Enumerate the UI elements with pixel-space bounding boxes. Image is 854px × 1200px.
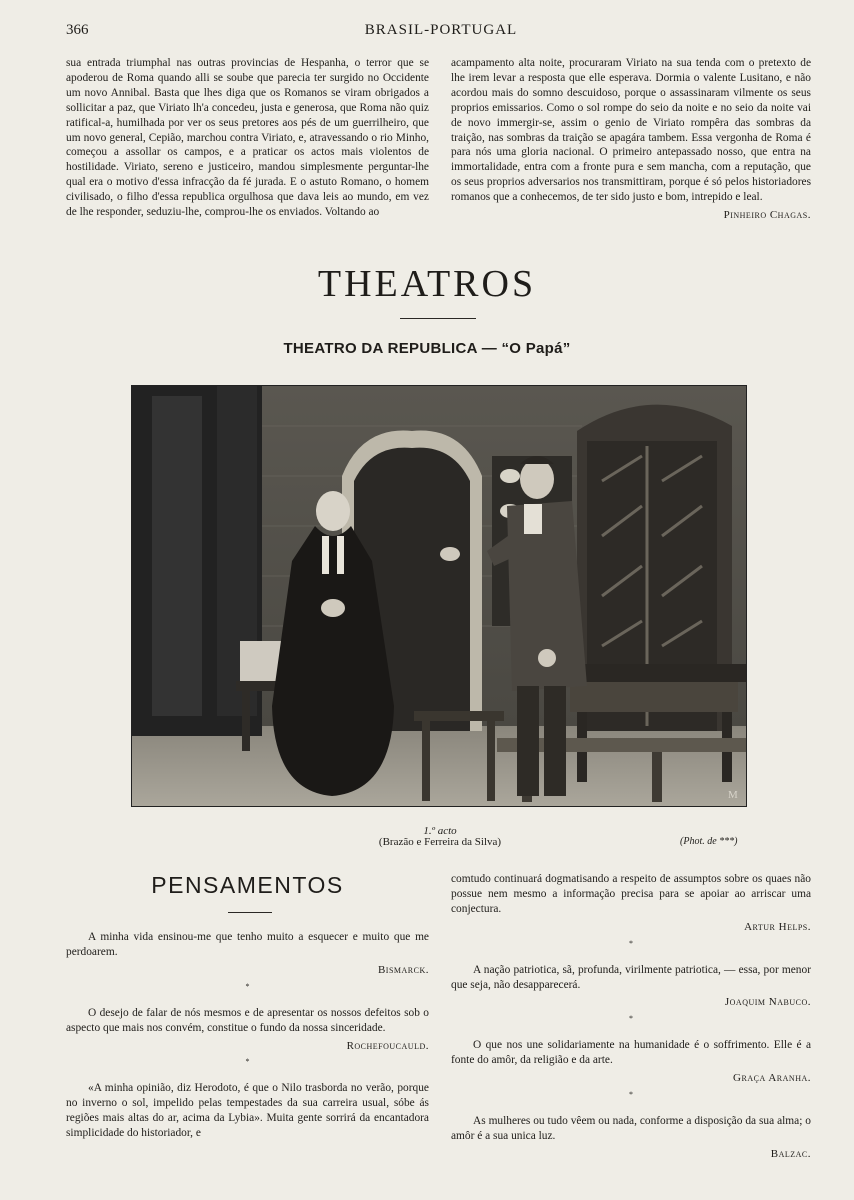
thought-author: Balzac. — [770, 1147, 811, 1160]
thoughts-right-column — [451, 872, 811, 1162]
star-separator: * — [629, 1014, 633, 1024]
thought-item — [451, 1038, 811, 1086]
thought-author: Graça Aranha. — [733, 1072, 811, 1085]
thoughts-title: PENSAMENTOS — [151, 872, 344, 898]
thought-author: Artur Helps. — [744, 920, 811, 933]
caption-cast: (Brazão e Ferreira da Silva) — [378, 836, 502, 848]
article-right-text: acampamento alta noite, procuraram Viriato na sua tenda com o pretexto de lhe irem levar a resposta que elle esperava. Dormia o valente Lusitano, e não acordou mais do somno descuidoso, porque o assassinaram vilmente os seus proprios emissarios. Como o sol rompe do seio da noite e no seio da noite vai de novo immergir-se, assim o genio de Viriato rompêra das sombras da traição, nas sombras da traição se apagára tambem. Essa vergonha de Roma é para nós uma gloria nacional. O primeiro antepassado nosso, que entra na immortalidade, entra com a fronte pura e sem mancha, com a reputação, que os seus proprios adversarios nos transmittiram, porque é só pelos historiadores romanos que a conhecemos, de ter sido justo e bom, intrepido e leal. — [451, 57, 811, 204]
page-header — [66, 22, 816, 42]
star-separator: * — [629, 938, 633, 948]
thought-text: As mulheres ou tudo vêem ou nada, conforme a disposição da sua alma; o amôr é a sua unica luz. — [451, 1115, 811, 1142]
page-number: 366 — [66, 22, 89, 38]
photo-credit: (Phot. de ***) — [680, 836, 738, 847]
stage-photograph — [131, 385, 747, 807]
running-title: BRASIL-PORTUGAL — [364, 22, 518, 38]
photo-signature: M — [728, 789, 738, 801]
thought-text: «A minha opinião, diz Herodoto, é que o Nilo trasborda no verão, porque no inverno o sol, impelido pelas tempestades da sua carreira usual, sóbe ás regiões mais altas do ar, acima da Lybia». Muita gente sorrirá da encantadora simplicidade do historiador, e — [66, 1082, 429, 1140]
thought-item — [66, 1006, 429, 1054]
thought-item — [66, 1081, 429, 1141]
thoughts-left-column — [66, 930, 429, 1141]
thought-item — [451, 1114, 811, 1162]
thoughts-divider — [228, 912, 272, 913]
thought-item — [451, 872, 811, 935]
star-separator: * — [245, 1057, 250, 1067]
section-title: THEATROS — [317, 263, 537, 305]
caption-act: 1.º acto — [423, 825, 457, 837]
title-divider — [400, 318, 476, 319]
article-author: Pinheiro Chagas. — [723, 209, 811, 222]
thought-item — [451, 963, 811, 1011]
thought-author: Joaquim Nabuco. — [724, 996, 811, 1009]
thought-item — [66, 930, 429, 978]
thought-author: Bismarck. — [377, 963, 429, 976]
thought-text: A nação patriotica, sã, profunda, virilmente patriotica, — essa, por menor que seja, não desapparecerá. — [451, 963, 811, 991]
star-separator: * — [629, 1090, 633, 1100]
article-right-column — [451, 56, 811, 223]
thought-text-continued: comtudo continuará dogmatisando a respeito de assumptos sobre os quaes não possue nem mesmo a informação precisa para se apoiar ao arriscar uma conjectura. — [451, 873, 811, 915]
thought-text: O que nos une solidariamente na humanidade é o soffrimento. Elle é a fonte do amôr, da religião e da arte. — [451, 1039, 811, 1067]
article-left-column: sua entrada triumphal nas outras provincias de Hespanha, o terror que se apoderou de Roma quando alli se soube que parecia ter surgido no Occidente um novo Annibal. Basta que lhes diga que os Romanos se viram obrigados a sollicitar a paz, que Viriato lh'a concedeu, justa e generosa, que Roma não quiz ratifical-a, humilhada por ver os seus pretores aos pés de um guerrilheiro, que um novo general, Cepião, marchou contra Viriato, e, atravessando o rio Minho, começou a assollar os campos, e a praticar os actos mais violentos de hostilidade. Viriato, sereno e justiceiro, mandou simplesmente perguntar-lhe qual era o motivo d'essa infracção da fé jurada. E o astuto Romano, o homem civilisado, o filho d'essa republica orgulhosa que dava leis ao mundo, em vez de lhe responder, seduziu-lhe, comprou-lhe os enviados. Voltando ao — [66, 57, 429, 219]
theatre-subtitle: THEATRO DA REPUBLICA — “O Papá” — [283, 340, 571, 357]
thought-author: Rochefoucauld. — [346, 1039, 429, 1052]
thought-text: A minha vida ensinou-me que tenho muito a esquecer e muito que me perdoarem. — [66, 931, 429, 958]
star-separator: * — [245, 981, 250, 991]
thought-text: O desejo de falar de nós mesmos e de apresentar os nossos defeitos sob o aspecto que mais nos convém, constitue o fundo da nossa sinceridade. — [66, 1006, 429, 1034]
